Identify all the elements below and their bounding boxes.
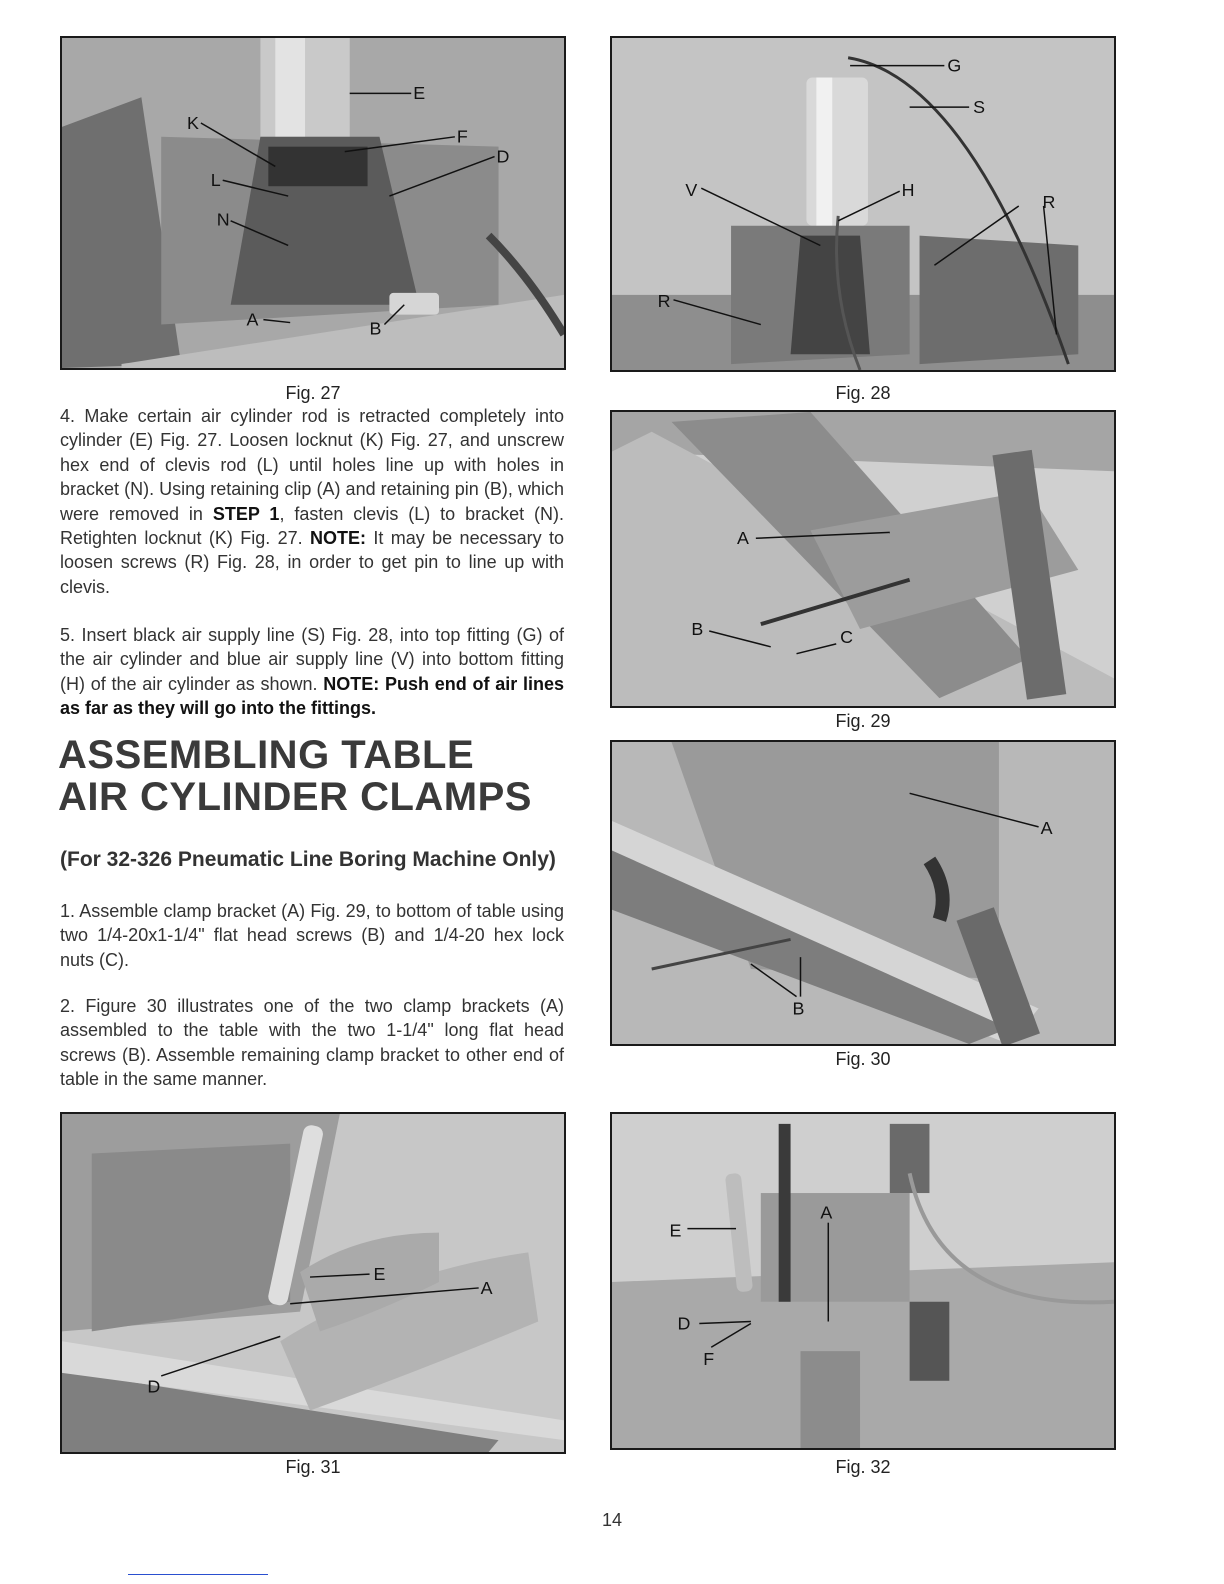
page-number: 14 [601,1510,623,1530]
fig28-label-s: S [973,97,986,118]
fig32-caption: Fig. 32 [835,1457,891,1477]
fig32-label-e: E [669,1220,682,1241]
fig31-label-a: A [480,1277,493,1298]
fig31-label-d: D [147,1376,161,1397]
fig27-label-b: B [369,318,382,339]
step-5-paragraph [60,623,564,721]
step-4-bold-step: STEP 1 [212,503,280,524]
step-4-text-c: It may be necessary to loosen screws (R) Fig. 28, in order to get pin to line up with clevis. [60,528,564,597]
fig27-label-e: E [413,83,426,104]
bottom-rule [128,1574,268,1575]
fig29-label-a: A [737,528,749,549]
fig30-label-b: B [792,998,805,1019]
figure-28-photo [610,36,1116,372]
fig30-caption: Fig. 30 [835,1049,891,1069]
step-5-text: 5. Insert black air supply line (S) Fig. 28, into top fitting (G) of the air cylinder and blue air supply line (V) into bottom fitting (H) of the air cylinder as shown. [60,625,564,694]
figure-29-photo [610,410,1116,708]
section-step-2: 2. Figure 30 illustrates one of the two clamp brackets (A) assembled to the table with the two 1-1/4" long flat head screws (B). Assemble remaining clamp bracket to other end of table in the same manner. [60,996,564,1090]
fig27-label-d: D [496,146,510,167]
step-4-text-a: 4. Make certain air cylinder rod is retracted completely into cylinder (E) Fig. 27. Loosen locknut (K) Fig. 27, and unscrew hex end of clevis rod (L) until holes line up with holes in bracket (N). Using retaining clip (A) and retaining pin (B), which were removed in [60,406,564,524]
step-4-paragraph [60,404,564,599]
fig29-label-b: B [691,619,704,639]
figure-30-photo [610,740,1116,1046]
fig31-caption: Fig. 31 [285,1457,341,1477]
section-title-line-1: ASSEMBLING TABLE [58,733,475,777]
fig28-label-h: H [901,180,915,201]
fig31-label-e: E [373,1264,386,1285]
figure-32-photo [610,1112,1116,1450]
figure-27-photo [60,36,566,370]
fig27-label-n: N [216,209,230,230]
fig27-label-f: F [456,126,468,147]
section-subtitle: (For 32-326 Pneumatic Line Boring Machine Only) [60,848,556,871]
fig29-caption: Fig. 29 [835,711,891,731]
fig27-label-l: L [210,170,221,191]
fig30-label-a: A [1040,817,1053,838]
step-5-note: NOTE: Push end of air lines as far as they will go into the fittings. [60,673,564,719]
section-title-line-2: AIR CYLINDER CLAMPS [58,775,532,819]
step-4-note: NOTE: [310,528,367,549]
fig27-label-k: K [187,112,199,133]
step-4-text-b: , fasten clevis (L) to bracket (N). Retighten locknut (K) Fig. 27. [60,503,565,549]
section-step-1: 1. Assemble clamp bracket (A) Fig. 29, to bottom of table using two 1/4-20x1-1/4" flat head screws (B) and 1/4-20 hex lock nuts (C). [60,901,564,970]
fig32-label-d: D [677,1313,691,1334]
figure-31-photo [60,1112,566,1454]
fig29-label-c: C [840,626,854,647]
fig27-label-a: A [246,309,259,330]
fig28-caption: Fig. 28 [835,383,891,403]
fig32-label-f: F [703,1349,715,1369]
fig28-label-r1: R [657,290,671,311]
fig28-label-g: G [947,55,962,76]
section-title [58,734,578,818]
fig28-label-v: V [685,180,698,201]
fig28-label-r2: R [1042,191,1056,212]
fig32-label-a: A [820,1202,833,1223]
fig27-caption: Fig. 27 [285,383,341,403]
